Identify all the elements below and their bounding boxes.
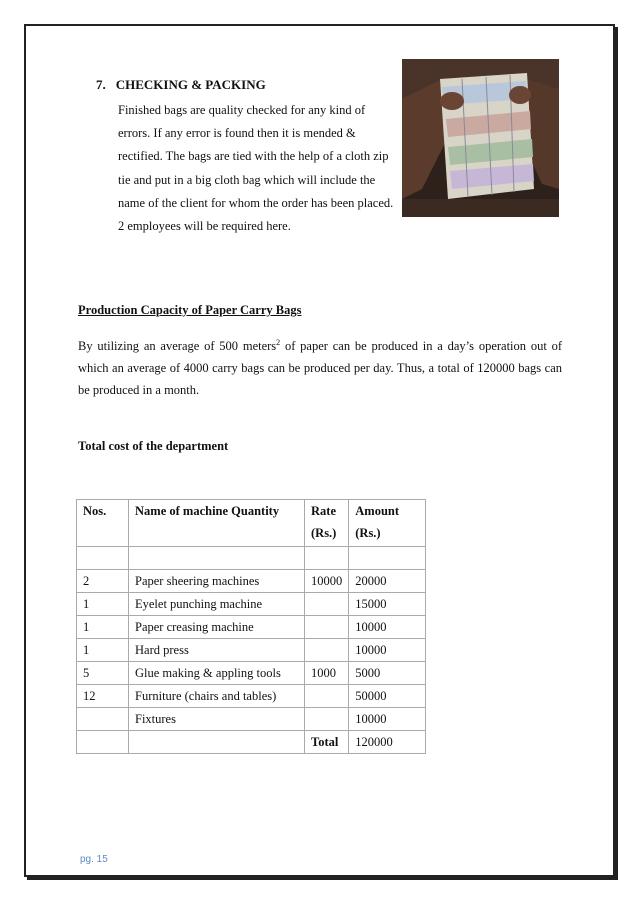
cell-rate [305, 685, 349, 708]
cell-name: Eyelet punching machine [129, 593, 305, 616]
header-nos: Nos. [77, 500, 129, 547]
para-line: name of the client for whom the order has been placed. [118, 195, 394, 210]
cell-name: Hard press [129, 639, 305, 662]
cell-nos [77, 708, 129, 731]
packing-photo-illustration [402, 59, 559, 217]
total-value: 120000 [349, 731, 426, 754]
cell-amount: 20000 [349, 570, 426, 593]
cell-name: Fixtures [129, 708, 305, 731]
total-label: Total [305, 731, 349, 754]
cell-nos: 12 [77, 685, 129, 708]
table-row [77, 708, 426, 731]
superscript: 2 [276, 338, 281, 347]
cell-amount: 10000 [349, 616, 426, 639]
cell-amount: 15000 [349, 593, 426, 616]
table-total-row [77, 731, 426, 754]
cell-name: Paper creasing machine [129, 616, 305, 639]
cell-rate [305, 616, 349, 639]
table-row [77, 639, 426, 662]
capacity-paragraph [78, 332, 562, 401]
cell-nos: 2 [77, 570, 129, 593]
header-name: Name of machine Quantity [129, 500, 305, 547]
cell-rate [305, 593, 349, 616]
table-row [77, 570, 426, 593]
section-7-heading [96, 77, 266, 93]
cell-name: Furniture (chairs and tables) [129, 685, 305, 708]
para-line: Finished bags are quality checked for any kind of [118, 103, 366, 117]
para-line: rectified. The bags are tied with the help of a cloth zip [118, 149, 389, 164]
table-row [77, 616, 426, 639]
cell-amount: 50000 [349, 685, 426, 708]
header-rate: Rate (Rs.) [305, 500, 349, 547]
para-line: tie and put in a big cloth bag which will include the [118, 172, 376, 187]
capacity-heading: Production Capacity of Paper Carry Bags [78, 303, 302, 317]
cell-amount: 10000 [349, 708, 426, 731]
packing-photo [402, 59, 559, 217]
header-amount: Amount (Rs.) [349, 500, 426, 547]
cell-nos: 1 [77, 639, 129, 662]
table-row [77, 685, 426, 708]
section-number: 7. [96, 77, 106, 92]
cell-amount: 5000 [349, 662, 426, 685]
cell-amount: 10000 [349, 639, 426, 662]
capacity-text-2: of paper can be produced in a day’s operation out of which an average of 4000 carry bags can be produced per day. Thus, a total of 120000 bags can be produced in a month. [78, 339, 562, 398]
cell-nos: 1 [77, 616, 129, 639]
table-blank-row [77, 547, 426, 570]
cell-nos: 5 [77, 662, 129, 685]
cell-name: Glue making & appling tools [129, 662, 305, 685]
cell-rate: 10000 [305, 570, 349, 593]
para-line: 2 employees will be required here. [118, 219, 291, 234]
table-row [77, 593, 426, 616]
cost-table [76, 499, 426, 754]
table-header-row [77, 500, 426, 547]
cell-rate: 1000 [305, 662, 349, 685]
page-number: pg. 15 [80, 854, 108, 865]
cell-name: Paper sheering machines [129, 570, 305, 593]
cell-nos: 1 [77, 593, 129, 616]
cell-rate [305, 639, 349, 662]
table-row [77, 662, 426, 685]
capacity-text-1: By utilizing an average of 500 meters [78, 339, 277, 354]
section-title: CHECKING & PACKING [115, 77, 266, 92]
cell-rate [305, 708, 349, 731]
cost-heading: Total cost of the department [78, 439, 229, 453]
section-7-paragraph [118, 99, 394, 238]
para-line: errors. If any error is found then it is mended & [118, 126, 356, 141]
